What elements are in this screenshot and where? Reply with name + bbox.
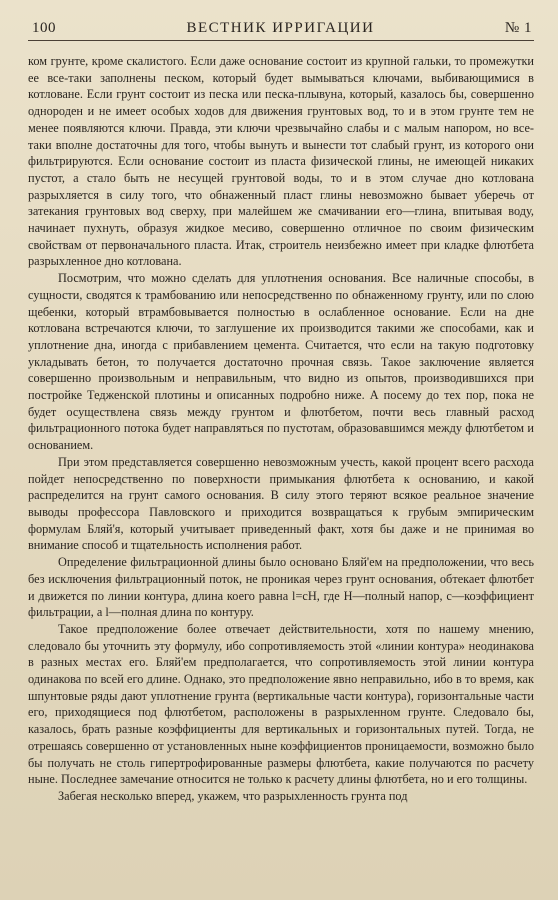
paragraph: При этом представляется совершенно невозможным учесть, какой процент всего расхода пойдет непосредственно по поверхности примыкания флютбета к основанию, и какой распределится на грунт самого основания. В силу этого теряют всякое реальное значение выводы профессора Павловского и приходится возвращаться к грубым эмпирическим формулам Бляй'я, который учитывает приведенный факт, хотя бы даже и не принимая во внимание способ и тщательность исполнения работ.: [28, 454, 534, 553]
paragraph: Посмотрим, что можно сделать для уплотнения основания. Все наличные способы, в сущности, сводятся к трамбованию или непосредственно по обнаженному грунту, или по слою щебенки, который втрамбовывается полностью в ослабленное основание. Если на дне котлована встречаются ключи, то заглушение их производится такими же способами, как и уплотнение дна, иногда с прибавлением цемента. Считается, что если на такую подготовку укладывать бетон, то получается достаточно прочная связь. Такое заключение является совершенно произвольным и неправильным, что видно из опытов, производившихся при постройке Тедженской плотины и описанных подробно ниже. А посему до тех пор, пока не будет осуществлена связь между грунтом и флютбетом, почти весь главный расход фильтрационного потока будет направляться по пустотам, образовавшимся между флютбетом и основанием.: [28, 271, 534, 453]
journal-title: ВЕСТНИК ИРРИГАЦИИ: [186, 20, 375, 36]
paragraph: Такое предположение более отвечает действительности, хотя по нашему мнению, следовало бы уточнить эту формулу, ибо сопротивляемость этой «линии контура» неодинакова в разных местах его. Бляй'ем предполагается, что сопротивляемость этой линии контура одинакова по всей его длине. Однако, это предположение явно неправильно, ибо в то время, как шпунтовые ряды дают уплотнение грунта (вертикальные части контура), горизонтальные части его, приходящиеся под флютбетом, расположены в разрыхленном грунте. Следовало бы, казалось, брать разные коэффициенты для вертикальных и горизонтальных путей. Тогда, не отрешаясь совершенно от установленных ныне коэффициентов проницаемости, возможно было бы получать не столь гипертрофированные размеры флютбета, какие получаются по расчету ныне. Последнее замечание относится не только к расчету длины флютбета, но и его толщины.: [28, 621, 534, 787]
paragraph: ком грунте, кроме скалистого. Если даже основание состоит из крупной гальки, то промежутки ее все-таки заполнены песком, который будет вымываться ключами, выбивающимися в котловане. Если грунт состоит из песка или песка-плывуна, который, казалось бы, совершенно однороден и не имеет особых ходов для движения грунтовых вод, то и в этом грунте тем не менее появляются ключи. Правда, эти ключи чрезвычайно слабы и с малым напором, но все-таки вполне достаточны для того, чтобы вынуть и вынести тот слабый грунт, из которого они фильтрируются. Если основание состоит из пласта физической глины, не имеющей никаких пустот, а стало быть не несущей грунтовой воды, то и в этом случае дно котлована разрыхляется в силу того, что обнаженный пласт глины невозможно бывает уберечь от затекания грунтовых вод сверху, при малейшем же смачивании его—глина, впитывая воду, начинает пухнуть, образуя жидкое месиво, совершенно отличное по своим физическим свойствам от первоначального пласта. Итак, строитель неизбежно имеет при кладке флютбета разрыхленное дно котлована.: [28, 54, 534, 269]
paragraph: Забегая несколько вперед, укажем, что разрыхленность грунта под: [58, 788, 408, 803]
paragraph: Определение фильтрационной длины было основано Бляй'ем на предположении, что весь без исключения фильтрационный поток, не проникая через грунт основания, обтекает флютбет и движется по линии контура, длина коего равна l=cH, где H—полный напор, c—коэффициент фильтрации, а l—полная длина по контуру.: [28, 555, 534, 620]
issue-number: № 1: [504, 20, 532, 36]
article-body: [28, 53, 534, 805]
page-number: 100: [32, 20, 56, 36]
running-header: [28, 20, 534, 41]
